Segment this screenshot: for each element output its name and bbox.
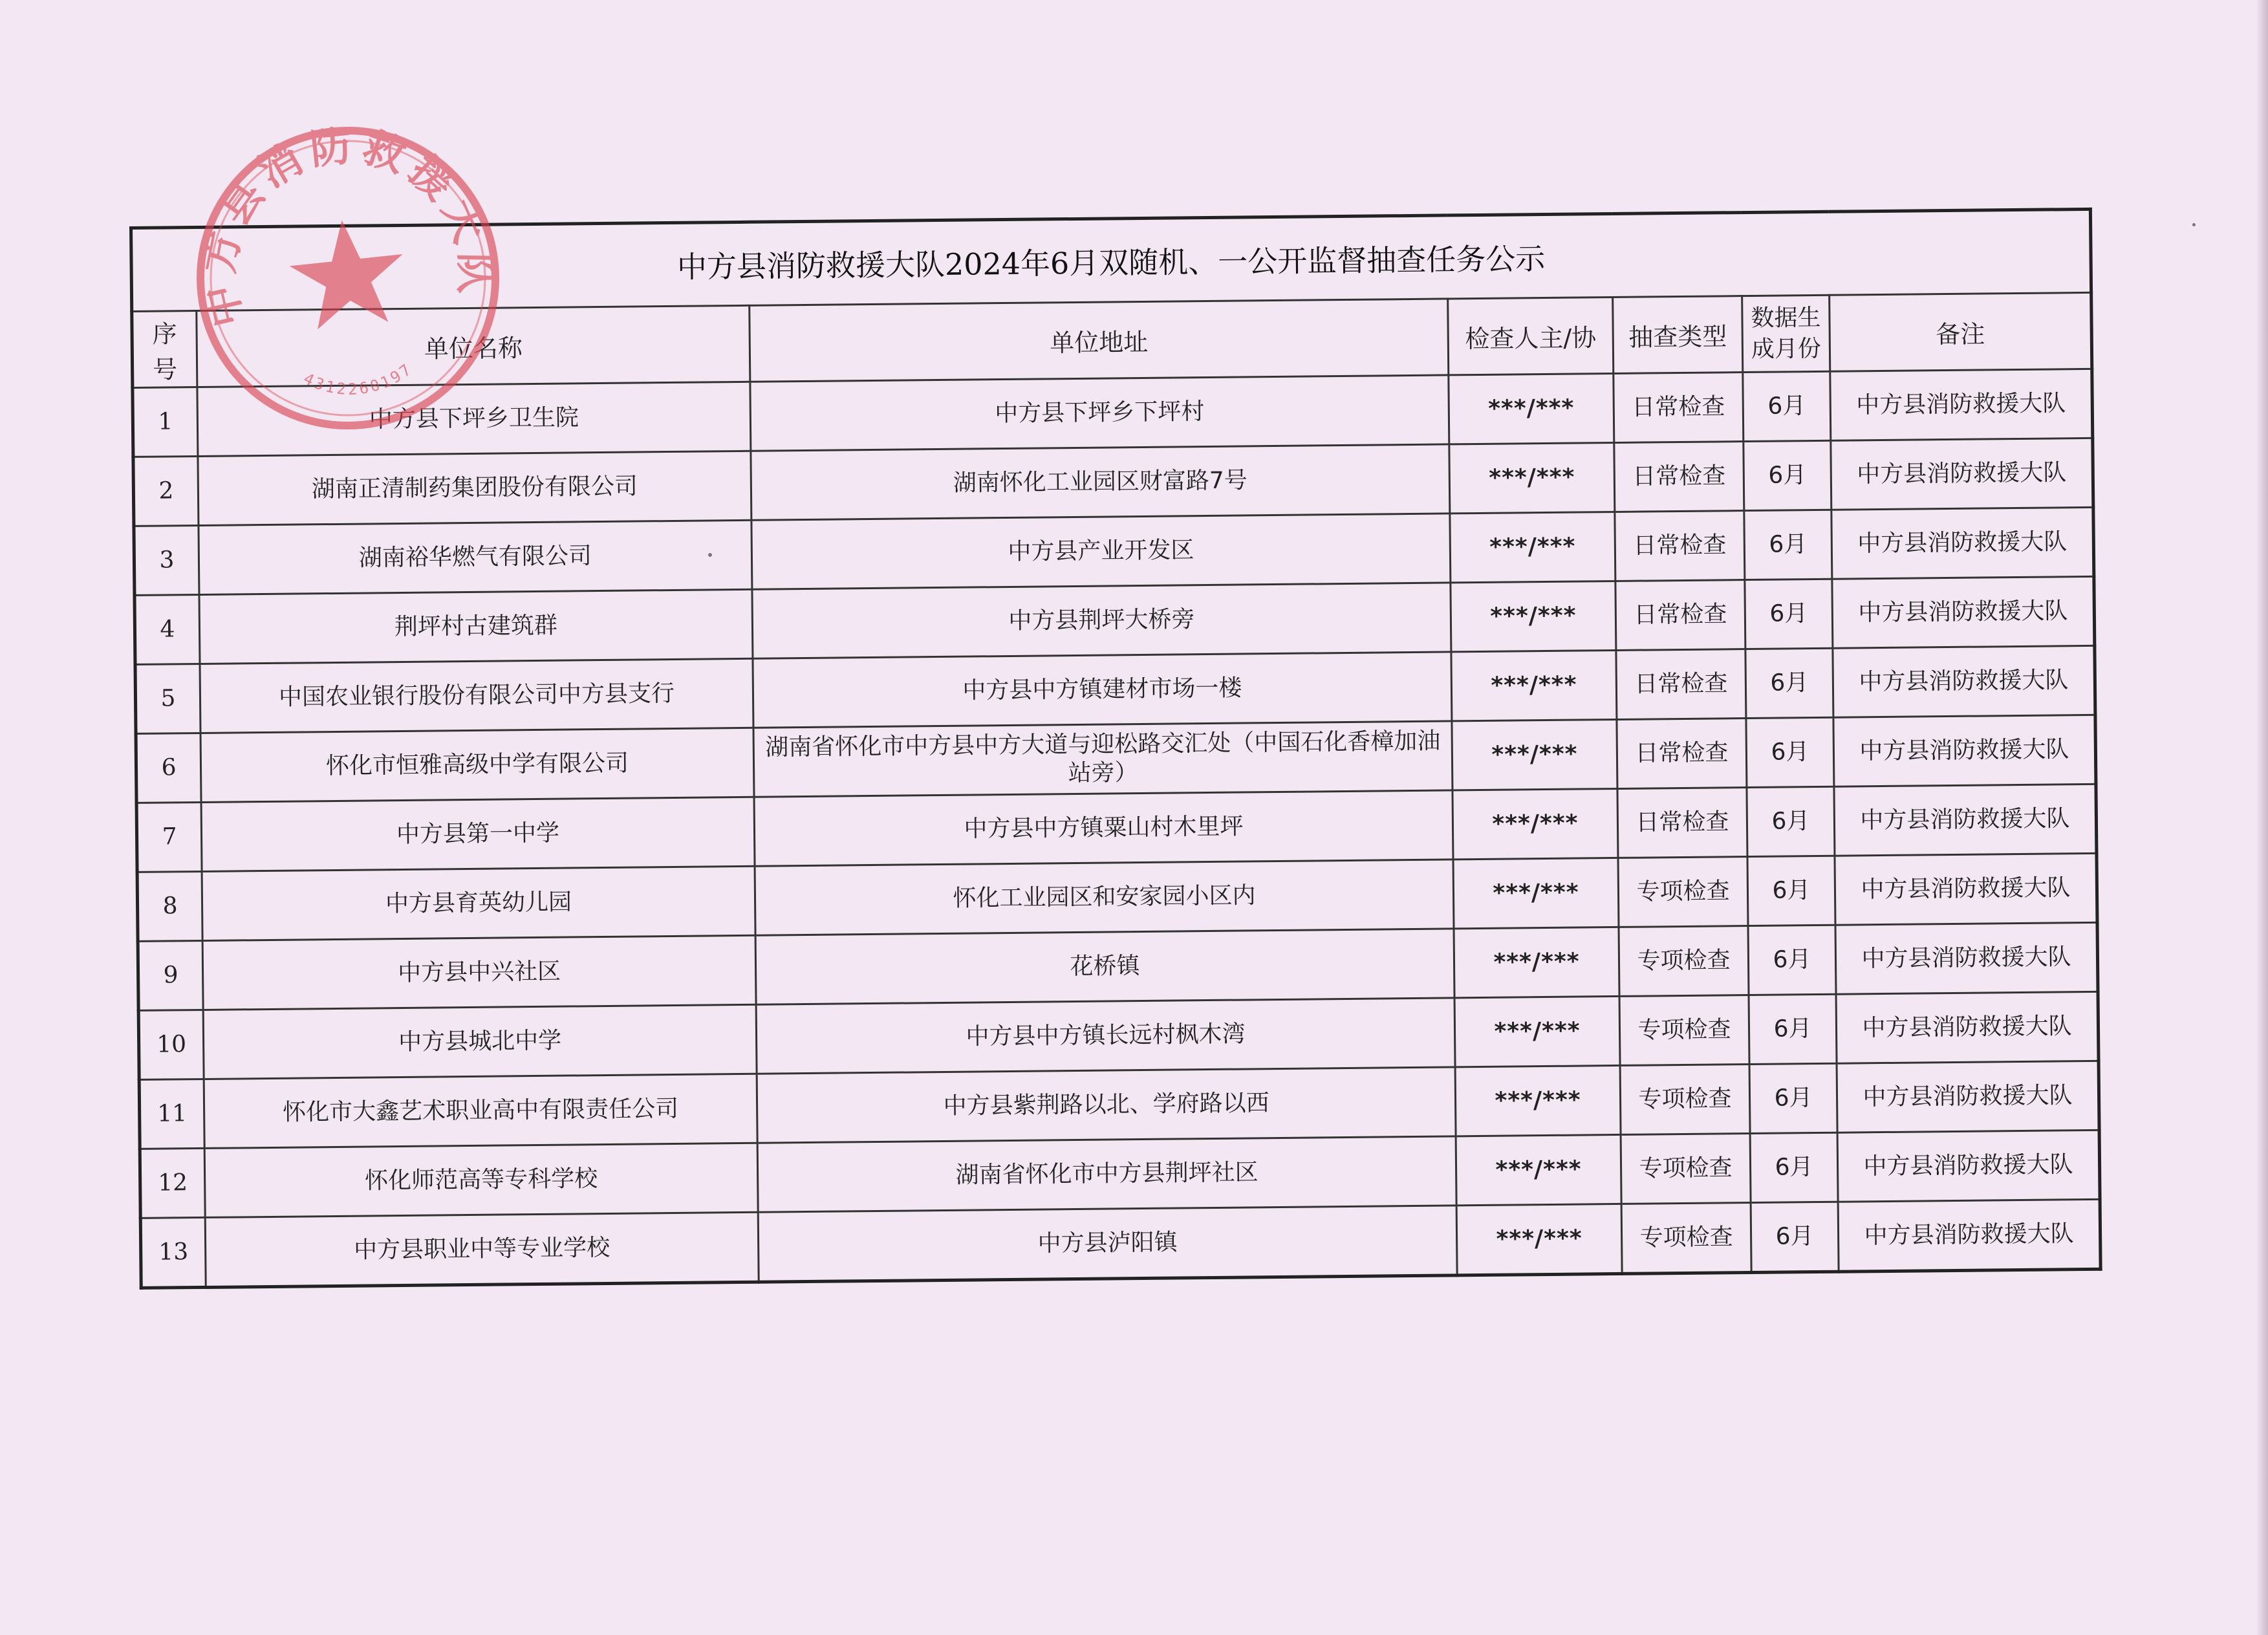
table-title: 中方县消防救援大队2024年6月双随机、一公开监督抽查任务公示 (131, 209, 2091, 311)
cell-inspectors: ***/*** (1456, 1134, 1621, 1205)
header-month-line2: 成月份 (1751, 335, 1822, 363)
cell-inspectors: ***/*** (1453, 788, 1618, 859)
cell-remark: 中方县消防救援大队 (1833, 645, 2095, 717)
cell-check-type: 日常检查 (1617, 788, 1747, 858)
cell-unit-name: 中方县城北中学 (203, 1004, 757, 1079)
cell-remark: 中方县消防救援大队 (1835, 922, 2098, 994)
cell-unit-name: 中方县下坪乡卫生院 (197, 382, 751, 456)
cell-unit-address: 中方县下坪乡下坪村 (750, 375, 1449, 451)
cell-check-type: 日常检查 (1615, 580, 1745, 651)
cell-month: 6月 (1745, 579, 1833, 649)
cell-seq: 10 (138, 1010, 204, 1079)
cell-month: 6月 (1745, 648, 1833, 718)
cell-unit-address: 中方县紫荆路以北、学府路以西 (757, 1067, 1456, 1143)
cell-unit-name: 中方县职业中等专业学校 (205, 1212, 759, 1287)
cell-remark: 中方县消防救援大队 (1833, 715, 2096, 786)
cell-inspectors: ***/*** (1453, 858, 1619, 928)
cell-inspectors: ***/*** (1451, 581, 1616, 651)
cell-unit-address: 湖南省怀化市中方县荆坪社区 (757, 1136, 1456, 1212)
cell-unit-address: 湖南怀化工业园区财富路7号 (751, 444, 1450, 520)
cell-remark: 中方县消防救援大队 (1835, 853, 2097, 925)
header-unit-address: 单位地址 (750, 299, 1449, 382)
seal-text: 中方县消防救援大队 (194, 121, 499, 332)
cell-remark: 中方县消防救援大队 (1830, 369, 2093, 440)
cell-unit-address: 湖南省怀化市中方县中方大道与迎松路交汇处（中国石化香樟加油站旁） (753, 721, 1453, 797)
cell-inspectors: ***/*** (1449, 373, 1614, 444)
cell-inspectors: ***/*** (1455, 1065, 1621, 1136)
cell-remark: 中方县消防救援大队 (1837, 1061, 2099, 1132)
cell-month: 6月 (1750, 1132, 1838, 1202)
cell-check-type: 专项检查 (1619, 995, 1749, 1066)
cell-seq: 3 (134, 525, 199, 595)
header-month (1742, 295, 1830, 372)
scan-speck (708, 553, 712, 557)
cell-unit-address: 中方县中方镇建材市场一楼 (753, 652, 1452, 728)
cell-month: 6月 (1744, 440, 1831, 510)
header-check-type: 抽查类型 (1613, 296, 1743, 374)
cell-unit-address: 中方县中方镇长远村枫木湾 (756, 998, 1455, 1074)
cell-check-type: 专项检查 (1621, 1203, 1751, 1274)
cell-unit-name: 中方县中兴社区 (202, 935, 756, 1010)
table-body (133, 369, 2101, 1288)
cell-unit-name: 湖南裕华燃气有限公司 (199, 520, 752, 594)
cell-seq: 2 (133, 456, 199, 526)
cell-seq: 13 (140, 1217, 206, 1288)
cell-seq: 1 (133, 387, 198, 457)
cell-unit-address: 中方县荆坪大桥旁 (752, 583, 1451, 658)
cell-month: 6月 (1743, 371, 1831, 441)
cell-inspectors: ***/*** (1456, 1204, 1622, 1275)
cell-remark: 中方县消防救援大队 (1834, 784, 2097, 856)
cell-inspectors: ***/*** (1450, 512, 1615, 582)
cell-unit-name: 中方县第一中学 (201, 797, 755, 871)
cell-unit-address: 怀化工业园区和安家园小区内 (755, 860, 1454, 935)
seal-serial: 4312260197 (301, 359, 416, 399)
cell-check-type: 日常检查 (1615, 511, 1745, 581)
cell-month: 6月 (1747, 786, 1835, 856)
cell-unit-name: 湖南正清制药集团股份有限公司 (198, 451, 751, 525)
cell-unit-address: 花桥镇 (755, 929, 1454, 1004)
cell-unit-address: 中方县产业开发区 (751, 514, 1451, 589)
cell-inspectors: ***/*** (1454, 996, 1620, 1067)
cell-unit-address: 中方县中方镇粟山村木里坪 (754, 790, 1453, 866)
cell-seq: 5 (135, 664, 200, 733)
header-month-line1: 数据生 (1751, 304, 1821, 332)
cell-check-type: 日常检查 (1614, 442, 1744, 512)
cell-check-type: 日常检查 (1616, 649, 1746, 720)
cell-remark: 中方县消防救援大队 (1837, 1130, 2100, 1202)
cell-remark: 中方县消防救援大队 (1831, 507, 2094, 579)
cell-month: 6月 (1744, 510, 1832, 579)
cell-month: 6月 (1751, 1202, 1839, 1272)
cell-seq: 11 (139, 1079, 204, 1149)
cell-seq: 4 (135, 594, 200, 664)
cell-check-type: 专项检查 (1619, 926, 1749, 997)
cell-month: 6月 (1746, 717, 1834, 787)
cell-remark: 中方县消防救援大队 (1838, 1199, 2101, 1272)
cell-seq: 8 (137, 871, 202, 941)
cell-seq: 9 (138, 940, 203, 1010)
header-remarks: 备注 (1830, 292, 2092, 371)
cell-remark: 中方县消防救援大队 (1831, 438, 2093, 510)
cell-seq: 12 (140, 1148, 205, 1218)
cell-month: 6月 (1748, 925, 1836, 995)
cell-month: 6月 (1749, 1063, 1837, 1133)
cell-check-type: 专项检查 (1621, 1134, 1751, 1204)
scan-edge-shadow (2256, 0, 2268, 1635)
cell-inspectors: ***/*** (1452, 719, 1617, 790)
cell-check-type: 专项检查 (1618, 857, 1748, 927)
cell-check-type: 日常检查 (1617, 719, 1747, 789)
inspection-task-table (129, 208, 2102, 1290)
cell-unit-name: 怀化市大鑫艺术职业高中有限责任公司 (204, 1074, 757, 1148)
cell-unit-name: 中国农业银行股份有限公司中方县支行 (200, 658, 753, 733)
cell-seq: 7 (136, 802, 202, 872)
cell-check-type: 专项检查 (1620, 1065, 1750, 1135)
cell-unit-name: 荆坪村古建筑群 (199, 589, 753, 664)
scan-speck (2192, 223, 2196, 226)
cell-month: 6月 (1749, 994, 1837, 1064)
cell-inspectors: ***/*** (1454, 927, 1619, 997)
header-seq: 序号 (132, 311, 197, 388)
header-inspectors: 检查人主/协 (1448, 297, 1614, 374)
cell-inspectors: ***/*** (1451, 650, 1617, 720)
cell-unit-address: 中方县泸阳镇 (758, 1206, 1457, 1282)
cell-seq: 6 (136, 733, 201, 803)
cell-check-type: 日常检查 (1614, 373, 1744, 443)
cell-unit-name: 怀化市恒雅高级中学有限公司 (200, 728, 754, 802)
cell-inspectors: ***/*** (1449, 442, 1615, 513)
cell-unit-name: 怀化师范高等专科学校 (204, 1143, 758, 1217)
cell-remark: 中方县消防救援大队 (1836, 991, 2099, 1063)
notice-sheet (129, 208, 2099, 1290)
header-unit-name: 单位名称 (197, 305, 750, 387)
cell-unit-name: 中方县育英幼儿园 (202, 866, 755, 940)
cell-month: 6月 (1747, 856, 1835, 926)
cell-remark: 中方县消防救援大队 (1832, 576, 2095, 648)
